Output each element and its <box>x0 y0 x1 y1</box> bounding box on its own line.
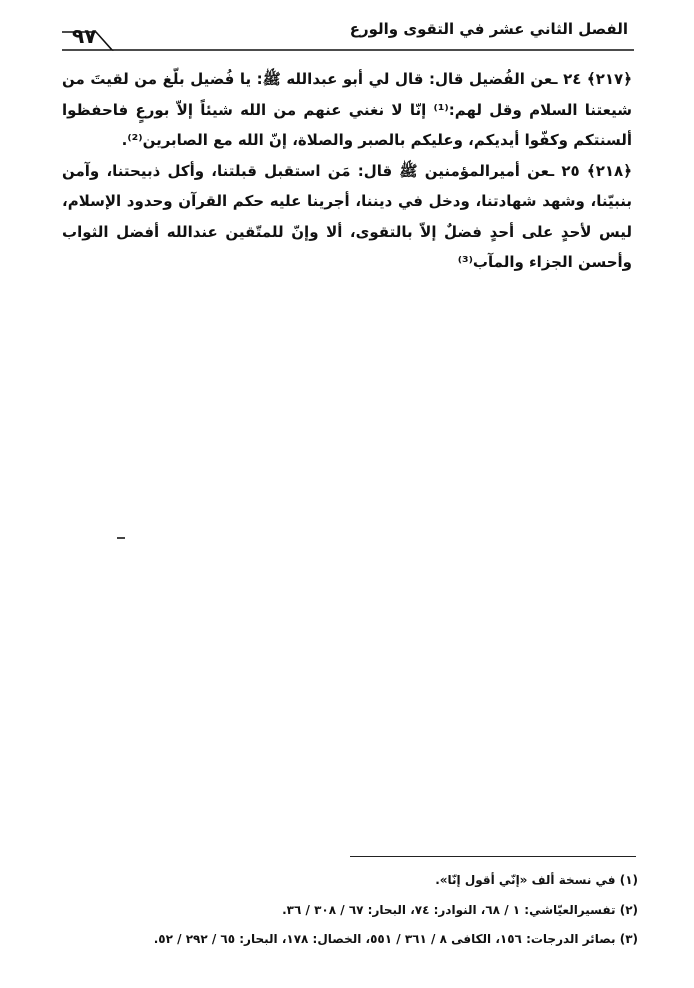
page-number: ٩٧ <box>72 24 97 48</box>
stray-mark <box>117 537 125 539</box>
footnote-1: (١) في نسخة ألف «إنّي أقول إنّا». <box>435 873 638 887</box>
main-text <box>62 64 632 278</box>
hadith-text: ٢٥ ـعن أميرالمؤمنين ﷺ قال: مَن استقبل قبلتنا، وأكل ذبيحتنا، وآمن بنبيّنا، وشهد شهادتنا، ودخل في ديننا، أجرينا عليه حكم القرآن وحدود الإسلام، ليس لأحدٍ على أحدٍ فضلٌ إلاّ بالتقوى، ألا وإنّ للمتّقين عندالله أفضل الثواب وأحسن الجزاء والمآب⁽³⁾ <box>62 161 632 271</box>
hadith-number: ﴿٢١٨﴾ <box>586 161 632 180</box>
page-header <box>0 0 694 60</box>
hadith-number: ﴿٢١٧﴾ <box>586 70 632 88</box>
hadith-217 <box>62 64 632 156</box>
hadith-218 <box>62 156 632 278</box>
footnote-2: (٢) تفسيرالعيّاشي: ١ / ٦٨، النوادر: ٧٤، البحار: ٦٧ / ٣٠٨ / ٣٦. <box>282 902 638 917</box>
footnote-divider <box>350 856 636 857</box>
hadith-text: ٢٤ ـعن الفُضيل قال: قال لي أبو عبدالله ﷺ: يا فُضيل بلّغ من لقيتَ من شيعتنا السلام وقل لهم:⁽¹⁾ إنّا لا نغني عنهم من الله شيئاً إلاّ بورعٍ فاحفظوا ألسنتكم وكفّوا أيديكم، وعليكم بالصبر والصلاة، إنّ الله مع الصابرين⁽²⁾. <box>62 70 632 149</box>
footnotes <box>38 866 638 955</box>
footnote-3: (٣) بصائر الدرجات: ١٥٦، الكافى ٨ / ٣٦١ / ٥٥١، الخصال: ١٧٨، البحار: ٦٥ / ٢٩٢ / ٥٢. <box>153 932 638 946</box>
chapter-title: الفصل الثاني عشر في التقوى والورع <box>349 20 628 38</box>
